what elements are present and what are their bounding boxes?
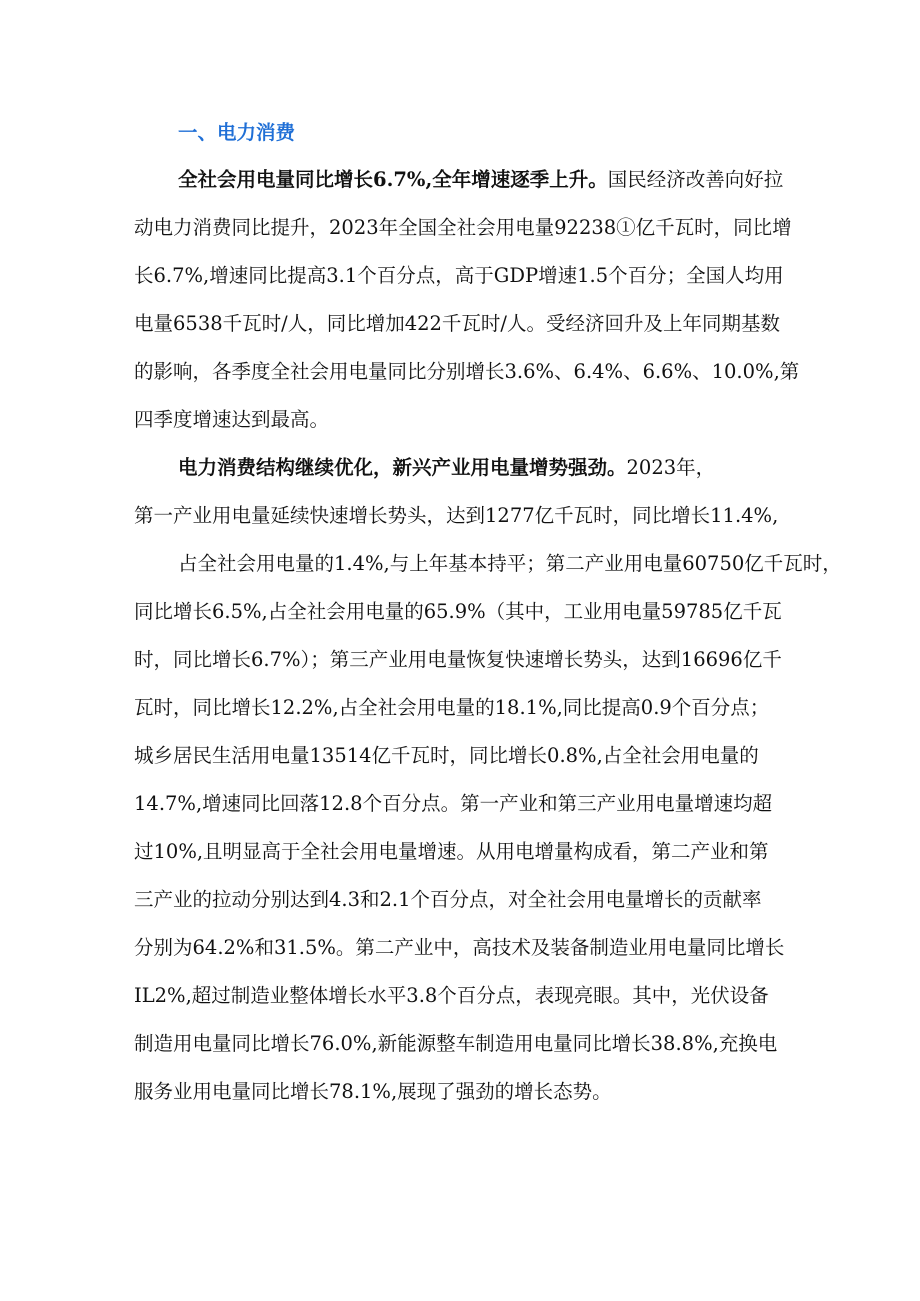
paragraph-2-line-5: 时，同比增长6.7%）；第三产业用电量恢复快速增长势头，达到16696亿千 [134,648,782,671]
paragraph-2-line-1 [178,451,715,485]
paragraph-1-line-6: 四季度增速达到最高。 [134,408,330,431]
paragraph-2-line-8: 14.7%,增速同比回落12.8个百分点。第一产业和第三产业用电量增速均超 [134,792,773,815]
paragraph-2-line-6: 瓦时，同比增长12.2%,占全社会用电量的18.1%,同比提高0.9个百分点； [134,696,770,719]
paragraph-2-line-12: IL2%,超过制造业整体增长水平3.8个百分点，表现亮眼。其中，光伏设备 [134,984,769,1007]
paragraph-2-line-7: 城乡居民生活用电量13514亿千瓦时，同比增长0.8%,占全社会用电量的 [134,744,759,767]
paragraph-1-lead: 全社会用电量同比增长6.7%,全年增速逐季上升。 [178,168,608,191]
paragraph-1-line-4: 电量6538千瓦时/人，同比增加422千瓦时/人。受经济回升及上年同期基数 [134,312,780,335]
paragraph-2-line-2: 第一产业用电量延续快速增长势头，达到1277亿千瓦时，同比增长11.4%, [134,504,779,527]
paragraph-2-line-9: 过10%,且明显高于全社会用电量增速。从用电增量构成看，第二产业和第 [134,840,769,863]
paragraph-1-line-5: 的影响，各季度全社会用电量同比分别增长3.6%、6.4%、6.6%、10.0%,第 [134,360,800,383]
paragraph-2-lead: 电力消费结构继续优化，新兴产业用电量增势强劲。 [178,456,627,479]
paragraph-2-line-13: 制造用电量同比增长76.0%,新能源整车制造用电量同比增长38.8%,充换电 [134,1032,778,1055]
paragraph-1-line-2: 动电力消费同比提升，2023年全国全社会用电量92238①亿千瓦时，同比增 [134,216,792,239]
paragraph-1-line-1-rest: 国民经济改善向好拉 [607,168,784,191]
paragraph-1-line-3: 长6.7%,增速同比提高3.1个百分点，高于GDP增速1.5个百分；全国人均用 [134,264,784,287]
paragraph-2-line-11: 分别为64.2%和31.5%。第二产业中，高技术及装备制造业用电量同比增长 [134,936,785,959]
paragraph-2-line-1-rest: 2023年， [626,456,716,479]
section-heading: 一、电力消费 [178,121,296,144]
paragraph-2-line-3: 占全社会用电量的1.4%,与上年基本持平；第二产业用电量60750亿千瓦时， [178,552,842,575]
paragraph-2-line-10: 三产业的拉动分别达到4.3和2.1个百分点，对全社会用电量增长的贡献率 [134,888,762,911]
paragraph-2-line-4: 同比增长6.5%,占全社会用电量的65.9%（其中，工业用电量59785亿千瓦 [134,600,782,623]
paragraph-1-line-1 [178,163,783,197]
paragraph-2-line-14: 服务业用电量同比增长78.1%,展现了强劲的增长态势。 [134,1080,612,1103]
